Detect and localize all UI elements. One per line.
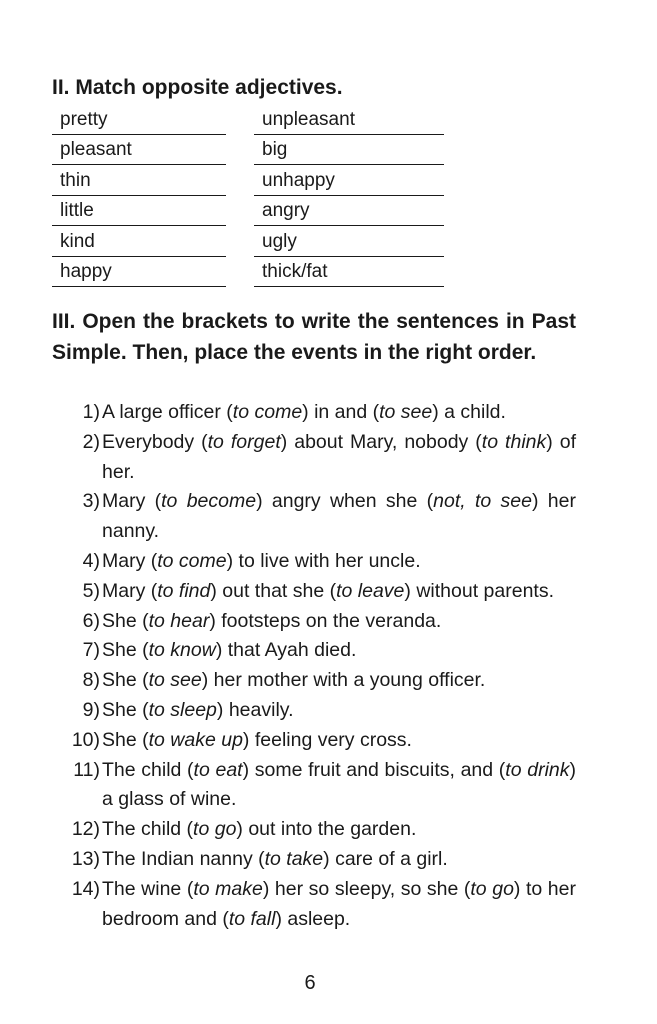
verb-hint: to see bbox=[379, 401, 433, 423]
item-sentence bbox=[102, 875, 576, 935]
item-number: 8) bbox=[82, 669, 100, 692]
item-number: 9) bbox=[82, 698, 100, 721]
sentence-fragment: The child ( bbox=[102, 818, 194, 841]
item-sentence bbox=[102, 636, 576, 666]
adjective-cell: ugly bbox=[254, 228, 444, 257]
sentence-fragment: She ( bbox=[102, 669, 149, 692]
item-sentence bbox=[102, 487, 576, 547]
adjective-cell: unhappy bbox=[254, 167, 444, 196]
verb-hint: to become bbox=[161, 490, 257, 513]
verb-hint: to take bbox=[264, 847, 324, 870]
item-number: 14) bbox=[71, 877, 100, 900]
item-number: 10) bbox=[71, 728, 100, 751]
sentence-fragment: She ( bbox=[102, 639, 149, 662]
exercise-item bbox=[52, 875, 576, 935]
item-sentence bbox=[102, 756, 576, 816]
verb-hint: to leave bbox=[336, 579, 405, 602]
exercise-item bbox=[52, 487, 576, 547]
sentence-fragment: The child ( bbox=[102, 758, 194, 781]
adjective-cell: pleasant bbox=[52, 136, 226, 165]
item-sentence bbox=[102, 815, 576, 845]
item-sentence bbox=[102, 696, 576, 726]
sentence-fragment: ) to live with her uncle. bbox=[226, 549, 421, 572]
adjective-cell: thin bbox=[52, 167, 226, 196]
verb-hint: to come bbox=[157, 549, 227, 572]
exercise-item bbox=[52, 398, 576, 428]
item-number: 11) bbox=[73, 758, 100, 781]
sentence-fragment: ) of her. bbox=[102, 430, 577, 483]
sentence-fragment: ) her nanny. bbox=[102, 490, 576, 543]
item-sentence bbox=[102, 666, 576, 696]
sentence-fragment: She ( bbox=[102, 728, 149, 751]
item-sentence bbox=[102, 398, 576, 428]
verb-hint: to know bbox=[148, 639, 216, 662]
verb-hint: to find bbox=[157, 579, 211, 602]
sentence-fragment: She ( bbox=[102, 698, 149, 721]
exercise-list bbox=[52, 398, 576, 934]
verb-hint: to drink bbox=[505, 758, 570, 781]
sentence-fragment: Mary ( bbox=[102, 549, 158, 572]
adjective-cell: thick/fat bbox=[254, 258, 444, 287]
sentence-fragment: ) her so sleepy, so she ( bbox=[262, 877, 471, 900]
item-sentence bbox=[102, 726, 576, 756]
item-sentence bbox=[102, 428, 576, 488]
verb-hint: to sleep bbox=[148, 698, 217, 721]
sentence-fragment: ) heavily. bbox=[216, 698, 294, 721]
verb-hint: to wake up bbox=[148, 728, 243, 751]
sentence-fragment: ) her mother with a young officer. bbox=[201, 669, 486, 692]
sentence-fragment: ) in and ( bbox=[302, 401, 380, 423]
item-number: 2) bbox=[82, 430, 100, 453]
section-3-heading: III. Open the brackets to write the sentences in Past Simple. Then, place the events in the right order. bbox=[52, 310, 576, 364]
sentence-fragment: ) a child. bbox=[432, 401, 506, 423]
sentence-fragment: Mary ( bbox=[102, 490, 162, 513]
verb-hint: to hear bbox=[148, 609, 210, 632]
sentence-fragment: Mary ( bbox=[102, 579, 158, 602]
item-sentence bbox=[102, 607, 576, 637]
exercise-item bbox=[52, 547, 576, 577]
adjective-cell: angry bbox=[254, 197, 444, 226]
adjective-cell: little bbox=[52, 197, 226, 226]
exercise-item bbox=[52, 845, 576, 875]
item-number: 13) bbox=[71, 847, 100, 870]
adjective-cell: happy bbox=[52, 258, 226, 287]
verb-hint: to fall bbox=[228, 907, 276, 930]
sentence-fragment: ) footsteps on the veranda. bbox=[209, 609, 442, 632]
item-number: 3) bbox=[82, 490, 100, 513]
verb-hint: not, to see bbox=[433, 490, 532, 513]
exercise-item bbox=[52, 636, 576, 666]
sentence-fragment: Everybody ( bbox=[102, 430, 208, 453]
item-number: 5) bbox=[82, 579, 100, 602]
sentence-fragment: ) care of a girl. bbox=[323, 847, 448, 870]
sentence-fragment: ) out into the garden. bbox=[236, 818, 417, 841]
item-sentence bbox=[102, 577, 576, 607]
verb-hint: to see bbox=[148, 669, 202, 692]
exercise-item bbox=[52, 666, 576, 696]
exercise-item bbox=[52, 696, 576, 726]
item-sentence bbox=[102, 845, 576, 875]
sentence-fragment: ) a glass of wine. bbox=[102, 758, 576, 811]
sentence-fragment: ) to her bedroom and ( bbox=[102, 877, 576, 930]
verb-hint: to think bbox=[481, 430, 547, 453]
exercise-item bbox=[52, 756, 576, 816]
adjective-column-right bbox=[254, 106, 444, 288]
item-sentence bbox=[102, 547, 576, 577]
page-number: 6 bbox=[304, 972, 316, 994]
sentence-fragment: ) without parents. bbox=[404, 579, 554, 602]
exercise-item bbox=[52, 577, 576, 607]
adjective-cell: pretty bbox=[52, 106, 226, 135]
verb-hint: to come bbox=[232, 401, 303, 423]
sentence-fragment: ) that Ayah died. bbox=[215, 639, 357, 662]
exercise-item bbox=[52, 428, 576, 488]
sentence-fragment: ) feeling very cross. bbox=[242, 728, 412, 751]
sentence-fragment: ) angry when she ( bbox=[256, 490, 434, 513]
section-2-heading: II. Match opposite adjectives. bbox=[52, 76, 343, 99]
adjective-cell: unpleasant bbox=[254, 106, 444, 135]
item-number: 4) bbox=[82, 549, 100, 572]
exercise-item bbox=[52, 726, 576, 756]
adjective-cell: kind bbox=[52, 228, 226, 257]
sentence-fragment: The wine ( bbox=[102, 877, 194, 900]
sentence-fragment: ) out that she ( bbox=[210, 579, 337, 602]
item-number: 7) bbox=[82, 639, 100, 662]
item-number: 6) bbox=[82, 609, 100, 632]
exercise-item bbox=[52, 815, 576, 845]
verb-hint: to go bbox=[193, 818, 237, 841]
adjective-cell: big bbox=[254, 136, 444, 165]
sentence-fragment: A large officer ( bbox=[102, 401, 233, 423]
sentence-fragment: She ( bbox=[102, 609, 149, 632]
verb-hint: to forget bbox=[207, 430, 281, 453]
verb-hint: to go bbox=[470, 877, 514, 900]
sentence-fragment: ) asleep. bbox=[275, 907, 351, 930]
sentence-fragment: The Indian nanny ( bbox=[102, 847, 265, 870]
sentence-fragment: ) about Mary, nobody ( bbox=[280, 430, 482, 453]
verb-hint: to make bbox=[193, 877, 263, 900]
sentence-fragment: ) some fruit and biscuits, and ( bbox=[242, 758, 506, 781]
item-number: 1) bbox=[82, 401, 100, 423]
adjective-column-left bbox=[52, 106, 226, 288]
item-number: 12) bbox=[71, 818, 100, 841]
verb-hint: to eat bbox=[193, 758, 243, 781]
exercise-item bbox=[52, 607, 576, 637]
